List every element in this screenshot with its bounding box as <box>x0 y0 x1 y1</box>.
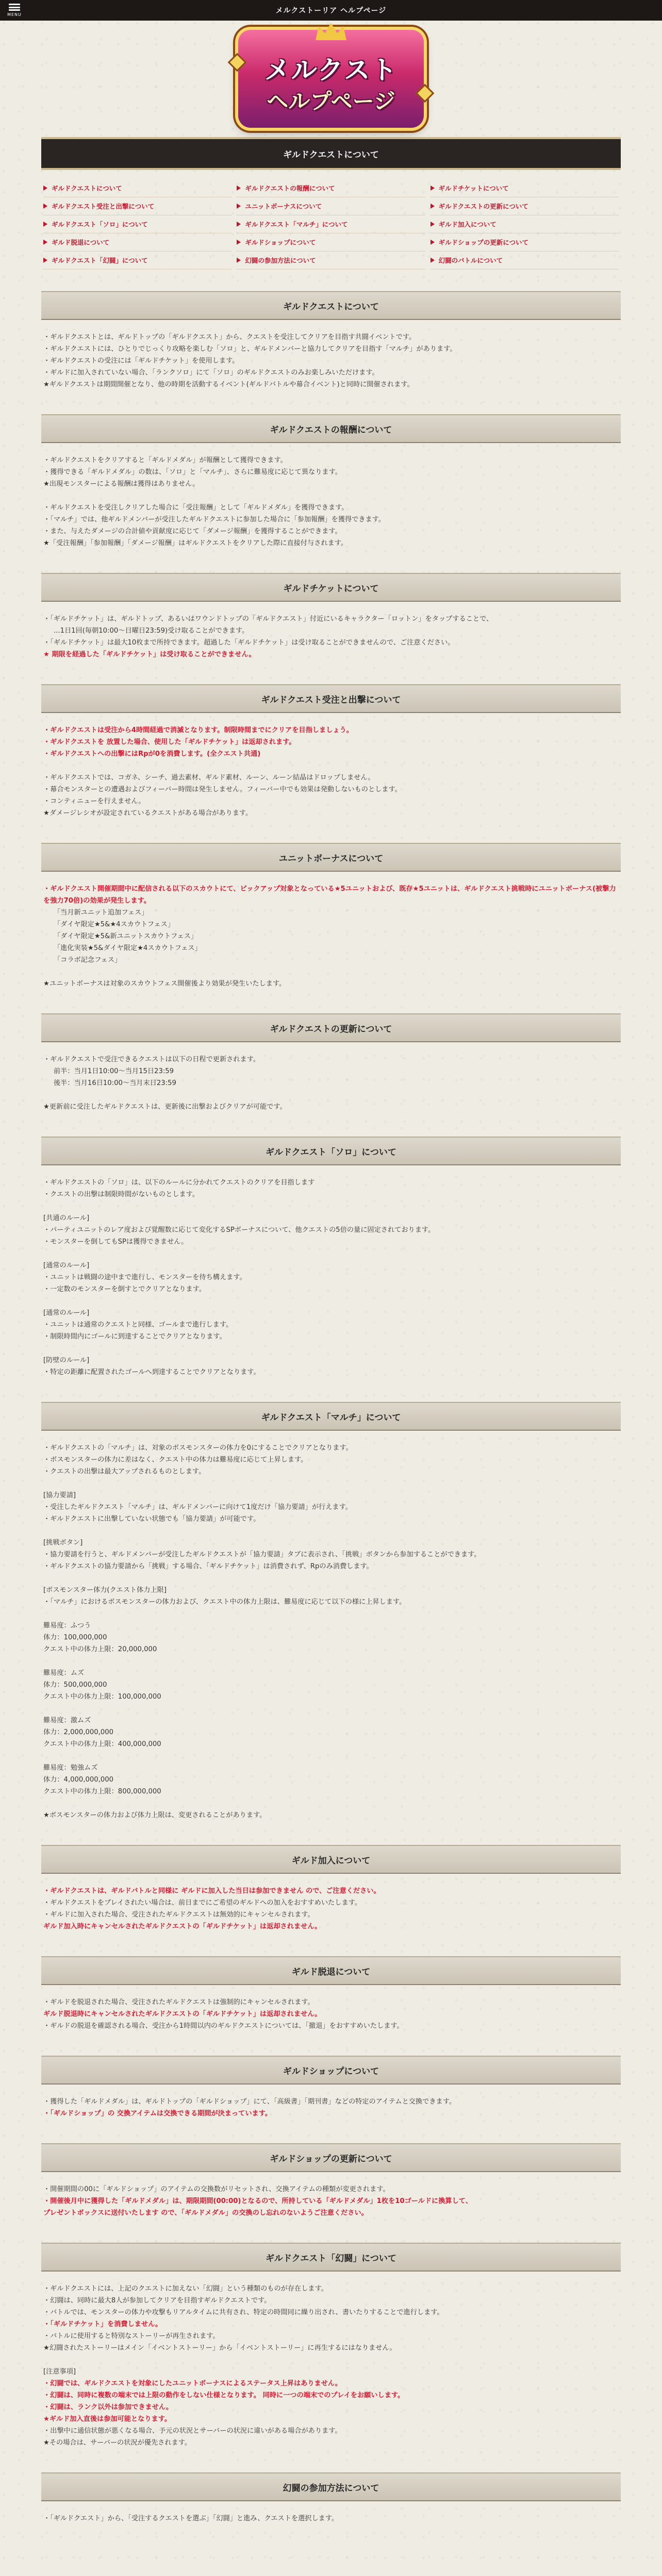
section-text-line: ・ギルドクエストには、上記のクエストに加えない「幻闘」という種類のものが存在します。 <box>43 2285 328 2293</box>
toc-link-label: ギルドクエスト受注と出撃について <box>52 202 155 210</box>
section-text-line: ・ボスモンスターの体力に差はなく、クエスト中の体力は難易度に応じて上昇します。 <box>43 1456 308 1464</box>
section-text-line: ・クエストの出撃は最大アップされるものとします。 <box>43 1468 206 1476</box>
section-body <box>41 2172 621 2234</box>
arrow-right-icon <box>43 204 47 209</box>
toc-link-label: ギルド加入について <box>438 221 496 228</box>
section-text-line: ギルド脱退時にキャンセルされたギルドクエストの「ギルドチケット」は返却されません。 <box>43 2010 322 2018</box>
section-text-line: ...1日1回(毎朝10:00〜日曜日23:59)受け取ることができます。 <box>54 627 249 635</box>
section-text-line: ・ギルドクエストには、ひとりでじっくり攻略を楽しむ「ソロ」と、ギルドメンバーと協力してクリアを目指す「マルチ」があります。 <box>43 345 457 353</box>
toc-link[interactable] <box>237 215 425 233</box>
section-text-line: 「当月新ユニット追加フェス」 <box>54 909 148 917</box>
arrow-right-icon <box>43 222 47 227</box>
section-text-line <box>43 1798 619 1809</box>
section-text-line: ・ギルドクエストの「ソロ」は、以下のルールに分かれてクエストのクリアを目指します <box>43 1179 315 1187</box>
section-text-line: ・「ギルドチケット」を消費しません。 <box>43 2320 162 2328</box>
section-text-line: ・クエストの出撃は制限時間がないものとします。 <box>43 1191 199 1198</box>
section-text-line: ★出現モンスターによる報酬は獲得はありません。 <box>43 480 200 488</box>
hero-banner <box>0 21 662 137</box>
section-text-line: 体力：2,000,000,000 <box>43 1728 114 1736</box>
toc-link[interactable] <box>237 197 425 215</box>
section-text-line: [挑戦ボタン] <box>43 1539 83 1547</box>
section-text-line: ・「ギルドチケット」は、ギルドトップ、あるいはワウンドトップの「ギルドクエスト」付近にいるキャラクター「ロットン」をタップすることで、 <box>43 615 493 623</box>
section-text-line: ・幕合モンスターとの遭遇およびフィーバー時間は発生しません。フィーバー中でも効果は発動しないものとします。 <box>43 786 402 793</box>
section-title: ギルドショップの更新について <box>41 2143 621 2172</box>
toc-link[interactable] <box>43 251 231 269</box>
section-text-line: ・バトルでは、モンスターの体力や攻撃もリアルタイムに共有され、特定の時間同に繰り出され、書いたりすることで進行します。 <box>43 2309 444 2316</box>
section-text-line: ・ギルドクエストをクリアすると「ギルドメダル」が報酬として獲得できます。 <box>43 456 287 464</box>
section-text-line: [通常のルール] <box>43 1309 90 1317</box>
section-text-line: ・ユニットは通常のクエストと同様、ゴールまで進行します。 <box>43 1321 233 1329</box>
toc-link-label: 幻闘の参加方法について <box>245 257 316 264</box>
section-text-line: ★ユニットボーナスは対象のスカウトフェス開催後より効果が発生いたします。 <box>43 980 286 988</box>
content <box>41 137 621 2540</box>
section-title: ギルドクエスト「ソロ」について <box>41 1137 621 1165</box>
section-text-line: ・開催期間の00に「ギルドショップ」のアイテムの交換数がリセットされ、交換アイテムの種類が変更されます。 <box>43 2185 390 2193</box>
toc-link-label: ギルドクエストの報酬について <box>245 184 335 192</box>
section-body <box>41 2272 621 2464</box>
section-text-line <box>43 966 619 978</box>
section-text-line: ・ギルドクエストを 放置した場合、使用した「ギルドチケット」は返却されます。 <box>43 738 296 746</box>
section-text-line: ギルド加入時にキャンセルされたギルドクエストの「ギルドチケット」は返却されません。 <box>43 1923 322 1930</box>
toc-link-label: ギルド脱退について <box>52 239 110 246</box>
section-text-line: プレゼントボックスに送付いたします ので、「ギルドメダル」の交換のし忘れのないようご注意ください。 <box>43 2209 368 2217</box>
section-body <box>41 2084 621 2135</box>
section-title: ギルドショップについて <box>41 2056 621 2084</box>
section-body <box>41 713 621 835</box>
section-text-line: ・「ギルドショップ」の 交換アイテムは交換できる期間が決まっています。 <box>43 2110 272 2117</box>
section-text-line: ・「マルチ」では、他ギルドメンバーが受注したギルドクエストに参加した場合に「参加報酬」を獲得できます。 <box>43 516 386 523</box>
section-text-line: ・ギルドクエストとは、ギルドトップの「ギルドクエスト」から、クエストを受注してクリアを目指す共闘イベントです。 <box>43 333 416 341</box>
section-text-line: 体力：4,000,000,000 <box>43 1776 114 1784</box>
section-body <box>41 1165 621 1394</box>
section-text-line: ・受注したギルドクエスト「マルチ」は、ギルドメンバーに向けて1度だけ「協力要請」が行えます。 <box>43 1503 352 1511</box>
logo-line-2: ヘルプページ <box>267 89 395 114</box>
section-text-line: ・ギルドクエスト開催期間中に配信される以下のスカウトにて、ピックアップ対象となっている★5ユニットおよび、既存★5ユニットは、ギルドクエスト挑戦時にユニットボーナス(被撃力を強力70倍)の効果が発生します。 <box>43 885 616 905</box>
section-body <box>41 1431 621 1837</box>
section-text-line: ★ボスモンスターの体力および体力上限は、変更されることがあります。 <box>43 1811 267 1819</box>
section-text-line: 体力：100,000,000 <box>43 1634 107 1641</box>
arrow-right-icon <box>431 185 435 191</box>
section-text-line: [共通のルール] <box>43 1214 90 1222</box>
section-text-line <box>43 1608 619 1620</box>
section-text-line <box>43 1525 619 1537</box>
arrow-right-icon <box>237 222 241 227</box>
section-text-line: ・バトルに使用すると特別なストーリーが再生されます。 <box>43 2332 220 2340</box>
section-text-line: 「コラボ記念フェス」 <box>54 956 122 964</box>
section-text-line <box>43 1703 619 1715</box>
section-text-line: 難易度：ふつう <box>43 1622 91 1630</box>
section-text-line: [防壁のルール] <box>43 1357 90 1364</box>
arrow-right-icon <box>237 240 241 245</box>
toc-link-label: ギルドクエストについて <box>52 184 122 192</box>
section-text-line <box>43 1248 619 1260</box>
section-text-line: ・モンスターを倒してもSPは獲得できません。 <box>43 1238 188 1246</box>
section-text-line: ・出撃中に通信状態が悪くなる場合、予元の状況とサーバーの状況に違いがある場合があります。 <box>43 2427 342 2435</box>
section-text-line: ・獲得できる「ギルドメダル」の数は、「ソロ」と「マルチ」、さらに難易度に応じて異なります。 <box>43 468 342 476</box>
section-text-line: ・ギルドクエストは受注から4時間経過で消滅となります。制限時間までにクリアを目指しましょう。 <box>43 726 353 734</box>
toc-link-label: ギルドショップについて <box>245 239 316 246</box>
section-text-line: ・一定数のモンスターを倒すとでクリアとなります。 <box>43 1285 206 1293</box>
section-text-line: ・幻闘は、同時に複数の端末では上限の動作をしない仕様となります。 同時に一つの端末でのプレイをお願いします。 <box>43 2392 405 2399</box>
arrow-right-icon <box>237 185 241 191</box>
toc-link-label: ギルドチケットについて <box>438 184 509 192</box>
arrow-right-icon <box>431 204 435 209</box>
menu-button[interactable] <box>0 0 29 21</box>
section-text-line: ・獲得した「ギルドメダル」は、ギルドトップの「ギルドショップ」にて、「高級書」「期刊書」などの特定のアイテムと交換できます。 <box>43 2098 456 2106</box>
section-title: ギルド加入について <box>41 1845 621 1874</box>
section-text-line: ・開催後月中に獲得した「ギルドメダル」は、期限期間(00:00)となるので、所持している「ギルドメダル」1枚を10ゴールドに換算して、 <box>43 2197 472 2205</box>
toc-link-label: ギルドクエストの更新について <box>438 202 528 210</box>
section-text-line: クエスト中の体力上限：400,000,000 <box>43 1740 161 1748</box>
section-title: ギルドクエスト「マルチ」について <box>41 1402 621 1431</box>
section-title: ギルドクエスト「幻闘」について <box>41 2243 621 2272</box>
section-text-line: 「進化実装★5&ダイヤ限定★4スカウトフェス」 <box>54 944 202 952</box>
section-text-line: クエスト中の体力上限：800,000,000 <box>43 1788 161 1795</box>
section-text-line: ★ 期限を経過した「ギルドチケット」は受け取ることができません。 <box>43 651 256 658</box>
toc-link[interactable] <box>237 251 425 269</box>
section-text-line: クエスト中の体力上限：100,000,000 <box>43 1693 161 1701</box>
section-title: ギルドクエスト受注と出撃について <box>41 684 621 713</box>
section-text-line: ・ギルドクエストは、ギルドバトルと同様に ギルドに加入した当日は参加できません ので、ご注意ください。 <box>43 1887 380 1895</box>
section-text-line: ・ギルドクエストの協力要請から「挑戦」する場合、「ギルドチケット」は消費されず、Rpのみ消費します。 <box>43 1563 373 1570</box>
section-text-line: ・ギルドの脱退を確認される場合、受注から1時間以内のギルドクエストについては、「撤退」をおすすめいたします。 <box>43 2022 404 2030</box>
section-text-line: [通常のルール] <box>43 1262 90 1269</box>
section-text-line <box>43 1572 619 1584</box>
section-text-line <box>43 1655 619 1667</box>
section-title: 幻闘の参加方法について <box>41 2472 621 2501</box>
section-text-line <box>43 760 619 772</box>
section-text-line <box>43 490 619 502</box>
section-text-line: ★その場合は、サーバーの状況が優先されます。 <box>43 2439 192 2447</box>
section-text-line <box>43 1343 619 1354</box>
section-body <box>41 1985 621 2047</box>
section-text-line: ・ギルドクエストをプレイされたい場合は、前日までにご希望のギルドへの加入をおすすめいたします。 <box>43 1899 361 1907</box>
section-text-line: ・ギルドクエストでは、コガネ、シーチ、過去素材、ギルド素材、ルーン、ルーン結晶はドロップしません。 <box>43 774 375 782</box>
section-text-line: ・幻闘では、ギルドクエストを対象にしたユニットボーナスによるステータス上昇はありません。 <box>43 2380 342 2387</box>
section-text-line: ★ギルド加入直後は参加可能となります。 <box>43 2415 172 2423</box>
menu-label: MENU <box>7 12 22 17</box>
arrow-right-icon <box>237 258 241 263</box>
section-text-line: ・制限時間内にゴールに到達することでクリアとなります。 <box>43 1333 226 1341</box>
section-text-line: ・協力要請を行うと、ギルドメンバーが受注したギルドクエストが「協力要請」タブに表示され、「挑戦」ボタンから参加することができます。 <box>43 1551 481 1558</box>
section-text-line: ・特定の距離に配置されたゴールへ到達することでクリアとなります。 <box>43 1368 260 1376</box>
section-text-line: [協力要請] <box>43 1492 76 1499</box>
section-title: ユニットボーナスについて <box>41 843 621 872</box>
toc-link[interactable] <box>431 197 619 215</box>
section-text-line: ・ギルドに加入された場合、受注されたギルドクエストは無効的にキャンセルされます。 <box>43 1911 315 1919</box>
section-text-line: ・「マルチ」におけるボスモンスターの体力および、クエスト中の体力上限は、難易度に応じて以下の様に上昇します。 <box>43 1598 406 1606</box>
arrow-right-icon <box>43 185 47 191</box>
hamburger-icon <box>9 4 20 11</box>
section-text-line: ・ギルドクエストに出撃していない状態でも「協力要請」が可能です。 <box>43 1515 260 1523</box>
toc-link[interactable] <box>237 233 425 251</box>
toc-link-label: ギルドクエスト「ソロ」について <box>52 221 148 228</box>
top-bar <box>0 0 662 21</box>
crown-icon <box>316 23 346 40</box>
table-of-contents <box>41 170 621 283</box>
section-text-line: ・幻闘は、同時に最大8人が参加してクリアを目指すギルドクエストです。 <box>43 2297 271 2304</box>
section-text-line: 難易度：ムズ <box>43 1669 85 1677</box>
section-text-line: ・ギルドクエストで受注できるクエストは以下の日程で更新されます。 <box>43 1056 260 1063</box>
section-text-line: ・ギルドクエストへの出撃にはRpが0を消費します。(全クエスト共通) <box>43 750 261 758</box>
sections-container <box>41 291 621 2540</box>
section-body <box>41 1042 621 1128</box>
section-title: ギルドクエストについて <box>41 291 621 320</box>
section-text-line: 難易度：激ムズ <box>43 1717 91 1724</box>
arrow-right-icon <box>43 258 47 263</box>
section-text-line <box>43 1295 619 1307</box>
toc-link[interactable] <box>43 179 231 197</box>
logo-line-1: メルクスト <box>264 55 398 85</box>
toc-link[interactable] <box>43 197 231 215</box>
section-text-line: ★「受注報酬」「参加報酬」「ダメージ報酬」はギルドクエストをクリアした際に直接付与されます。 <box>43 539 348 547</box>
page-header-title: メルクストーリア ヘルプページ <box>275 7 387 15</box>
arrow-right-icon <box>431 240 435 245</box>
section-text-line <box>43 1750 619 1762</box>
toc-link[interactable] <box>431 233 619 251</box>
toc-link-label: ユニットボーナスについて <box>245 202 322 210</box>
section-text-line: 前半：当月1日10:00〜当月15日23:59 <box>54 1067 174 1075</box>
toc-link[interactable] <box>431 179 619 197</box>
section-body <box>41 872 621 1005</box>
section-body <box>41 320 621 406</box>
section-body <box>41 602 621 676</box>
arrow-right-icon <box>43 240 47 245</box>
section-title: ギルドクエストの報酬について <box>41 414 621 443</box>
section-text-line: [ボスモンスター体力(クエスト体力上限] <box>43 1586 167 1594</box>
section-text-line: ・コンティニューを行えません。 <box>43 798 145 805</box>
section-text-line: 「ダイヤ限定★5&★4スカウトフェス」 <box>54 921 175 928</box>
section-text-line: ・ギルドに加入されていない場合、「ランクソロ」にて「ソロ」のギルドクエストのみお楽しみいただけます。 <box>43 369 379 377</box>
section-text-line: 体力：500,000,000 <box>43 1681 107 1689</box>
section-text-line: ・ギルドクエストの「マルチ」は、対象のボスモンスターの体力を0にすることでクリアとなります。 <box>43 1444 353 1452</box>
section-text-line: ★更新前に受注したギルドクエストは、更新後に出撃およびクリアが可能です。 <box>43 1103 287 1111</box>
arrow-right-icon <box>431 258 435 263</box>
section-text-line: ★ダメージレシオが設定されているクエストがある場合があります。 <box>43 809 253 817</box>
section-text-line: ★ギルドクエストは期間開催となり、他の時期を活動するイベント(ギルドバトルや幕合イベント)と同時に開催されます。 <box>43 381 414 388</box>
toc-link[interactable] <box>237 179 425 197</box>
toc-link-label: ギルドショップの更新について <box>438 239 529 246</box>
section-text-line: 「ダイヤ限定★5&新ユニットスカウトフェス」 <box>54 933 198 940</box>
section-text-line: ・「ギルドチケット」は最大10枚まで所持できます。超過した「ギルドチケット」は受け取ることができませんので、ご注意ください。 <box>43 639 455 647</box>
section-text-line <box>43 1478 619 1489</box>
toc-link-label: 幻闘のバトルについて <box>438 257 503 264</box>
section-title: ギルドチケットについて <box>41 573 621 602</box>
toc-link[interactable] <box>431 215 619 233</box>
toc-link-label: ギルドクエスト「マルチ」について <box>245 221 348 228</box>
section-title: ギルドクエストの更新について <box>41 1013 621 1042</box>
section-body <box>41 2501 621 2540</box>
arrow-right-icon <box>431 222 435 227</box>
section-text-line <box>43 2354 619 2366</box>
section-text-line: ・幻闘は、ランク以外は参加できません。 <box>43 2403 173 2411</box>
help-page-logo <box>210 25 452 133</box>
section-text-line: ・ギルドを脱退された場合、受注されたギルドクエストは強制的にキャンセルされます。 <box>43 1998 315 2006</box>
section-text-line: ・「ギルドクエスト」から、「受注するクエストを選ぶ」「幻闘」と進み、クエストを選択します。 <box>43 2515 339 2522</box>
section-text-line: [注意事項] <box>43 2368 76 2376</box>
section-text-line: ・パーティユニットのレア度および覚醒数に応じて変化するSPボーナスについて、他クエストの5倍の量に固定されております。 <box>43 1226 435 1234</box>
toc-link[interactable] <box>43 215 231 233</box>
section-body <box>41 443 621 565</box>
section-text-line <box>43 1089 619 1101</box>
section-text-line: 後半：当月16日10:00〜当月末日23:59 <box>54 1079 176 1087</box>
toc-link[interactable] <box>431 251 619 269</box>
arrow-right-icon <box>237 204 241 209</box>
section-text-line: ★幻闘されたストーリーはメイン「イベントストーリー」から「イベントストーリー」に再生するにはなりません。 <box>43 2344 396 2352</box>
section-text-line: ・また、与えたダメージの合計値や貢献度に応じて「ダメージ報酬」を獲得することができます。 <box>43 528 342 535</box>
section-title: ギルド脱退について <box>41 1956 621 1985</box>
section-body <box>41 1874 621 1948</box>
section-text-line: ・ギルドクエストを受注しクリアした場合に「受注報酬」として「ギルドメダル」を獲得できます。 <box>43 504 349 512</box>
page-title: ギルドクエストについて <box>41 137 621 170</box>
toc-link-label: ギルドクエスト「幻闘」について <box>52 257 148 264</box>
section-text-line <box>43 1200 619 1212</box>
toc-link[interactable] <box>43 233 231 251</box>
section-text-line: 難易度：勉強ムズ <box>43 1764 98 1772</box>
section-text-line: ・ギルドクエストの受注には「ギルドチケット」を使用します。 <box>43 357 239 365</box>
section-text-line: ・ユニットは戦闘の途中まで進行し、モンスターを待ち構えます。 <box>43 1274 246 1281</box>
section-text-line: クエスト中の体力上限：20,000,000 <box>43 1646 157 1653</box>
